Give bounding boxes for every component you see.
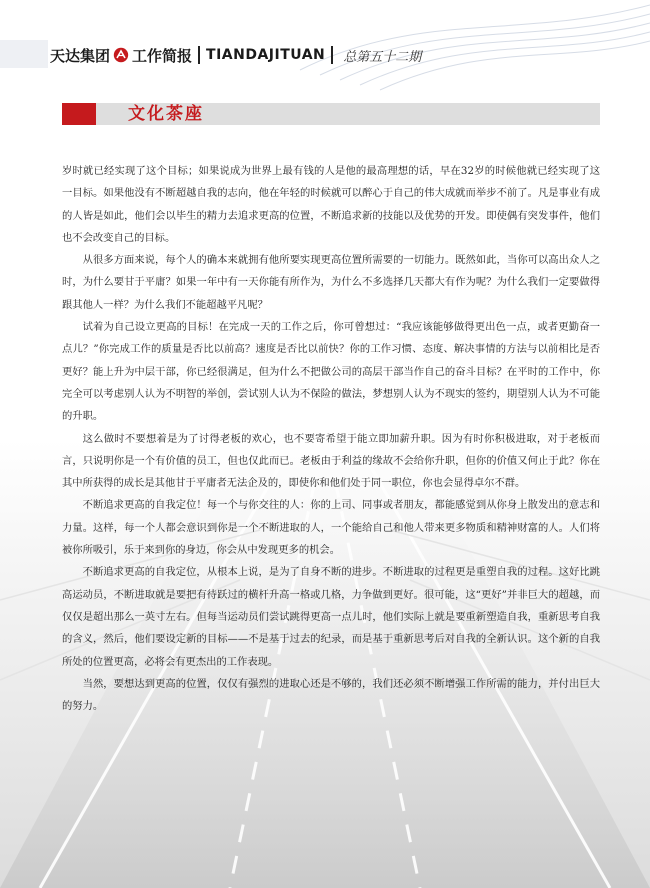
header-divider [198, 46, 200, 64]
article-body [62, 160, 600, 717]
issue-number: 总第五十二期 [343, 49, 422, 65]
section-title: 文化茶座 [128, 104, 204, 124]
paragraph: 从很多方面来说，每个人的确本来就拥有他所要实现更高位置所需要的一切能力。既然如此，当你可以高出众人之时，为什么要甘于平庸？如果一年中有一天你能有所作为，为什么不多选择几天都大有作为呢？为什么我们一定要做得跟其他人一样？为什么我们不能超越平凡呢？ [62, 254, 600, 311]
paragraph: 试着为自己设立更高的目标！在完成一天的工作之后，你可曾想过：“我应该能够做得更出色一点，或者更勤奋一点儿？”你完成工作的质量是否比以前高？速度是否比以前快？你的工作习惯、态度、解决事情的方法与以前相比是否更好？能上升为中层干部，你已经很满足，但为什么不把做公司的高层干部当作自己的奋斗目标？在平时的工作中，你完全可以考虑别人认为不明智的举创，尝试别人认为不保险的做法，梦想别人认为不现实的签约，期望别人认为不可能的升职。 [62, 321, 600, 423]
section-banner-accent [62, 103, 96, 125]
paragraph: 不断追求更高的自我定位！每一个与你交往的人：你的上司、同事或者朋友，都能感觉到从你身上散发出的意志和力量。这样，每一个人都会意识到你是一个不断进取的人，一个能给自己和他人带来更多物质和精神财富的人。人们将被你所吸引，乐于来到你的身边，你会从中发现更多的机会。 [62, 499, 600, 557]
company-name-english: TIANDAJITUAN [206, 47, 326, 63]
page-header [0, 0, 650, 92]
paragraph: 不断追求更高的自我定位，从根本上说，是为了自身不断的进步。不断进取的过程更是重塑自我的过程。这好比跳高运动员，不断进取就是要把有待跃过的横杆升高一格或几格，力争做到更好。很可能，这“更好”并非巨大的超越，而仅仅是超出那么一英寸左右。但每当运动员们尝试跳得更高一点儿时，他们实际上就是要重新塑造自我，重新思考自我的含义，然后，他们要设定新的目标——不是基于过去的纪录，而是基于重新思考后对自我的全新认识。这个新的自我所处的位置更高，必将会有更杰出的工作表现。 [62, 566, 600, 668]
header-divider [331, 46, 333, 64]
publication-name: 工作简报 [132, 46, 193, 65]
paragraph: 岁时就已经实现了这个目标；如果说成为世界上最有钱的人是他的最高理想的话，早在32岁的时候他就已经实现了这一目标。如果他没有不断超越自我的志向，他在年轻的时候就可以醉心于自己的伟大成就而举步不前了。凡是事业有成的人皆是如此，他们会以毕生的精力去追求更高的位置，不断追求新的技能以及优势的开发。即使偶有突发事件，他们也不会改变自己的目标。 [62, 165, 600, 244]
company-name: 天达集团 [50, 46, 111, 65]
paragraph: 当然，要想达到更高的位置，仅仅有强烈的进取心还是不够的，我们还必须不断增强工作所需的能力，并付出巨大的努力。 [62, 677, 600, 713]
paragraph: 这么做时不要想着是为了讨得老板的欢心，也不要寄希望于能立即加薪升职。因为有时你积极进取，对于老板而言，只说明你是一个有价值的员工，但也仅此而已。老板由于利益的缘故不会给你升职，但你的价值又何止于此？你在其中所获得的成长是其他甘于平庸者无法企及的，即使你和他们处于同一职位，你也会显得卓尔不群。 [62, 432, 600, 490]
header-bar [50, 43, 421, 67]
company-logo-icon [113, 47, 129, 63]
